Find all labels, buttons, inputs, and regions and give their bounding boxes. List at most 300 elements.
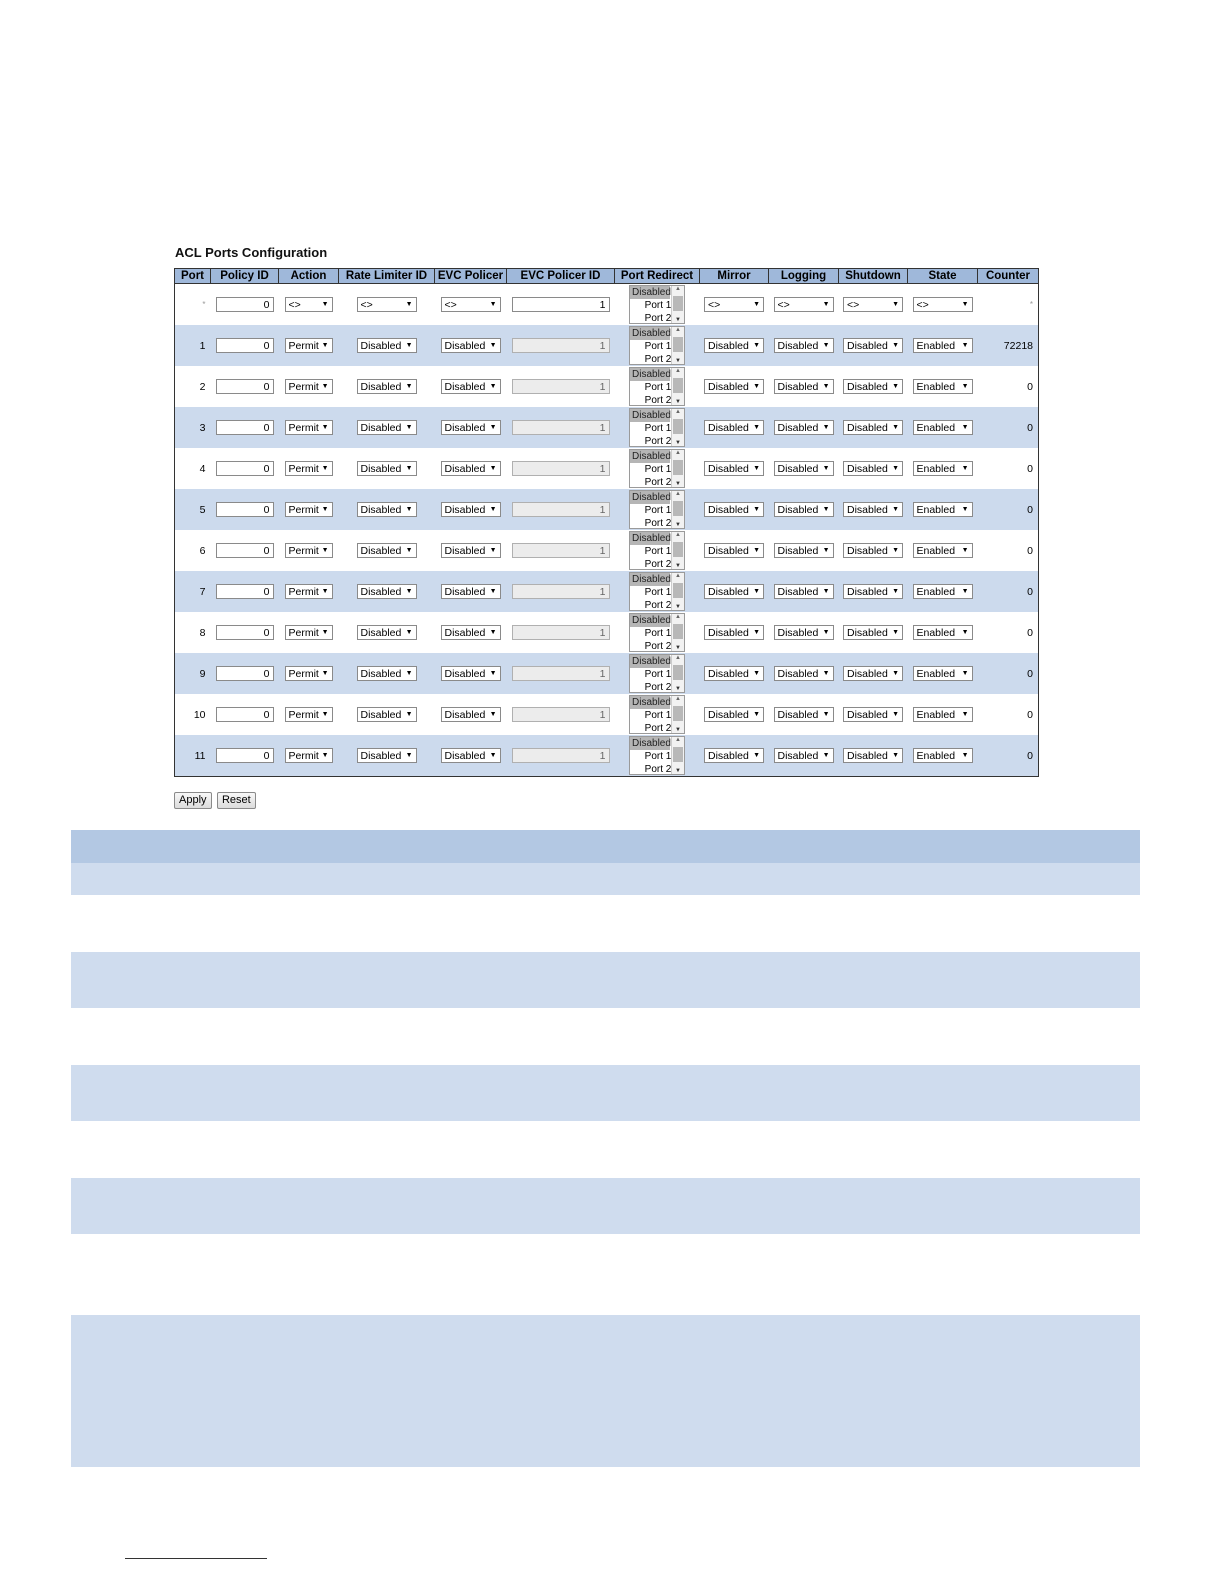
shutdown-select[interactable] xyxy=(843,461,903,476)
select-value: Disabled xyxy=(444,667,486,680)
select-value: Disabled xyxy=(708,503,749,516)
chevron-down-icon: ▼ xyxy=(961,711,969,718)
logging-select[interactable] xyxy=(774,297,834,312)
select-value: Enabled xyxy=(916,667,956,680)
chevron-down-icon: ▼ xyxy=(822,383,830,390)
counter-value: 0 xyxy=(1027,585,1033,598)
scrollbar[interactable] xyxy=(671,409,684,446)
evc-policer-select[interactable] xyxy=(441,707,501,722)
select-value: Disabled xyxy=(708,667,749,680)
scrollbar[interactable] xyxy=(671,491,684,528)
listbox-option[interactable]: Port 2 xyxy=(644,313,672,324)
scroll-thumb[interactable] xyxy=(673,501,683,516)
description-band xyxy=(71,1178,1140,1234)
listbox-option[interactable]: Disabled xyxy=(632,574,671,585)
listbox-option[interactable]: Port 1 xyxy=(644,710,672,721)
logging-select[interactable] xyxy=(774,461,834,476)
port-redirect-listbox[interactable] xyxy=(629,490,685,529)
listbox-option[interactable]: Port 1 xyxy=(644,669,672,680)
action-select[interactable] xyxy=(285,625,333,640)
evc-policer-select[interactable] xyxy=(441,461,501,476)
state-select[interactable] xyxy=(913,461,973,476)
chevron-down-icon: ▼ xyxy=(822,301,830,308)
rate-limiter-select[interactable] xyxy=(357,584,417,599)
logging-select[interactable] xyxy=(774,379,834,394)
port-redirect-listbox[interactable] xyxy=(629,326,685,365)
listbox-option[interactable]: Port 1 xyxy=(644,464,672,475)
listbox-option[interactable]: Port 2 xyxy=(644,354,672,365)
listbox-option[interactable]: Port 2 xyxy=(644,559,672,570)
chevron-down-icon: ▼ xyxy=(405,547,413,554)
mirror-select[interactable] xyxy=(704,379,764,394)
scroll-thumb[interactable] xyxy=(673,296,683,311)
mirror-select[interactable] xyxy=(704,584,764,599)
port-redirect-listbox[interactable] xyxy=(629,408,685,447)
select-value: Disabled xyxy=(444,462,486,475)
listbox-option[interactable]: Disabled xyxy=(632,492,671,503)
rate-limiter-select[interactable] xyxy=(357,420,417,435)
chevron-down-icon: ▼ xyxy=(822,547,830,554)
select-value: Permit xyxy=(288,667,319,680)
select-value: Disabled xyxy=(708,544,749,557)
policy-id-input[interactable]: 0 xyxy=(216,707,274,722)
chevron-down-icon: ▼ xyxy=(753,588,760,595)
chevron-down-icon: ▼ xyxy=(961,301,969,308)
listbox-option[interactable]: Port 1 xyxy=(644,382,672,393)
shutdown-select[interactable] xyxy=(843,584,903,599)
chevron-down-icon: ▼ xyxy=(892,342,899,349)
scroll-up-icon[interactable]: ▲ xyxy=(675,737,681,743)
scroll-up-icon[interactable]: ▲ xyxy=(675,368,681,374)
rate-limiter-select[interactable] xyxy=(357,543,417,558)
policy-id-input[interactable]: 0 xyxy=(216,297,274,312)
shutdown-select[interactable] xyxy=(843,666,903,681)
chevron-down-icon: ▼ xyxy=(753,383,760,390)
rate-limiter-select[interactable] xyxy=(357,707,417,722)
state-select[interactable] xyxy=(913,420,973,435)
state-select[interactable] xyxy=(913,338,973,353)
evc-policer-id-input: 1 xyxy=(512,420,610,435)
select-value: Disabled xyxy=(777,380,819,393)
counter-value: * xyxy=(1029,300,1033,309)
scroll-down-icon[interactable]: ▼ xyxy=(675,358,681,364)
scroll-down-icon[interactable]: ▼ xyxy=(675,768,681,774)
state-select[interactable] xyxy=(913,379,973,394)
evc-policer-select[interactable] xyxy=(441,379,501,394)
port-redirect-listbox[interactable] xyxy=(629,572,685,611)
scrollbar[interactable] xyxy=(671,327,684,364)
evc-policer-id-input[interactable]: 1 xyxy=(512,297,610,312)
policy-id-input[interactable]: 0 xyxy=(216,543,274,558)
scroll-down-icon[interactable]: ▼ xyxy=(675,563,681,569)
counter-value: 0 xyxy=(1027,749,1033,762)
select-value: Disabled xyxy=(360,544,402,557)
policy-id-input[interactable]: 0 xyxy=(216,461,274,476)
action-select[interactable] xyxy=(285,543,333,558)
scroll-thumb[interactable] xyxy=(673,706,683,721)
scroll-down-icon[interactable]: ▼ xyxy=(675,317,681,323)
evc-policer-id-input: 1 xyxy=(512,338,610,353)
state-select[interactable] xyxy=(913,625,973,640)
scrollbar[interactable] xyxy=(671,368,684,405)
rate-limiter-select[interactable] xyxy=(357,297,417,312)
evc-policer-id-input: 1 xyxy=(512,707,610,722)
scroll-thumb[interactable] xyxy=(673,583,683,598)
listbox-option[interactable]: Port 1 xyxy=(644,505,672,516)
wildcard-row xyxy=(175,284,1039,326)
mirror-select[interactable] xyxy=(704,297,764,312)
port-redirect-listbox[interactable] xyxy=(629,449,685,488)
logging-select[interactable] xyxy=(774,625,834,640)
chevron-down-icon: ▼ xyxy=(405,383,413,390)
select-value: Permit xyxy=(288,380,319,393)
select-value: Disabled xyxy=(708,749,749,762)
listbox-option[interactable]: Disabled xyxy=(632,328,671,339)
rate-limiter-select[interactable] xyxy=(357,379,417,394)
shutdown-select[interactable] xyxy=(843,748,903,763)
shutdown-select[interactable] xyxy=(843,707,903,722)
policy-id-input[interactable]: 0 xyxy=(216,748,274,763)
table-row xyxy=(175,325,1039,366)
shutdown-select[interactable] xyxy=(843,297,903,312)
scrollbar[interactable] xyxy=(671,614,684,651)
chevron-down-icon: ▼ xyxy=(822,629,830,636)
shutdown-select[interactable] xyxy=(843,420,903,435)
listbox-option[interactable]: Disabled xyxy=(632,533,671,544)
action-select[interactable] xyxy=(285,502,333,517)
scrollbar[interactable] xyxy=(671,450,684,487)
listbox-option[interactable]: Port 2 xyxy=(644,395,672,406)
port-number: 10 xyxy=(193,708,206,721)
action-select[interactable] xyxy=(285,666,333,681)
logging-select[interactable] xyxy=(774,338,834,353)
select-value: Disabled xyxy=(360,626,402,639)
scroll-thumb[interactable] xyxy=(673,665,683,680)
counter-value: 72218 xyxy=(1003,339,1033,352)
action-select[interactable] xyxy=(285,584,333,599)
evc-policer-id-input: 1 xyxy=(512,543,610,558)
policy-id-input[interactable]: 0 xyxy=(216,338,274,353)
listbox-option[interactable]: Port 2 xyxy=(644,518,672,529)
listbox-option[interactable]: Port 2 xyxy=(644,682,672,693)
shutdown-select[interactable] xyxy=(843,338,903,353)
listbox-option[interactable]: Port 1 xyxy=(644,546,672,557)
scrollbar[interactable] xyxy=(671,696,684,733)
select-value: Disabled xyxy=(708,380,749,393)
table-header-row xyxy=(175,269,1039,284)
port-redirect-listbox[interactable] xyxy=(629,736,685,775)
scroll-up-icon[interactable]: ▲ xyxy=(675,327,681,333)
chevron-down-icon: ▼ xyxy=(892,424,899,431)
port-number: 4 xyxy=(199,462,206,475)
select-value: Disabled xyxy=(360,503,402,516)
scrollbar[interactable] xyxy=(671,655,684,692)
state-select[interactable] xyxy=(913,707,973,722)
listbox-option[interactable]: Port 1 xyxy=(644,300,672,311)
port-number: 3 xyxy=(199,421,206,434)
port-redirect-listbox[interactable] xyxy=(629,613,685,652)
select-value: Permit xyxy=(288,503,319,516)
column-header: Policy ID xyxy=(211,269,279,284)
listbox-option[interactable]: Port 2 xyxy=(644,764,672,775)
evc-policer-id-input: 1 xyxy=(512,748,610,763)
chevron-down-icon: ▼ xyxy=(961,424,969,431)
table-row xyxy=(175,735,1039,777)
evc-policer-id-input: 1 xyxy=(512,502,610,517)
chevron-down-icon: ▼ xyxy=(321,588,329,595)
chevron-down-icon: ▼ xyxy=(405,670,413,677)
action-select[interactable] xyxy=(285,297,333,312)
listbox-option[interactable]: Disabled xyxy=(632,656,671,667)
table-row xyxy=(175,366,1039,407)
select-value: Disabled xyxy=(444,421,486,434)
port-number: 8 xyxy=(199,626,206,639)
scroll-up-icon[interactable]: ▲ xyxy=(675,450,681,456)
state-select[interactable] xyxy=(913,543,973,558)
shutdown-select[interactable] xyxy=(843,543,903,558)
scroll-up-icon[interactable]: ▲ xyxy=(675,409,681,415)
chevron-down-icon: ▼ xyxy=(822,465,830,472)
scroll-thumb[interactable] xyxy=(673,747,683,762)
select-value: Permit xyxy=(288,749,319,762)
scroll-up-icon[interactable]: ▲ xyxy=(675,614,681,620)
chevron-down-icon: ▼ xyxy=(753,506,760,513)
select-value: Disabled xyxy=(777,667,819,680)
port-redirect-listbox[interactable] xyxy=(629,531,685,570)
reset-button[interactable]: Reset xyxy=(217,792,256,809)
chevron-down-icon: ▼ xyxy=(405,342,413,349)
action-select[interactable] xyxy=(285,707,333,722)
evc-policer-id-input: 1 xyxy=(512,461,610,476)
evc-policer-select[interactable] xyxy=(441,338,501,353)
evc-policer-select[interactable] xyxy=(441,625,501,640)
rate-limiter-select[interactable] xyxy=(357,338,417,353)
column-header: Counter xyxy=(978,269,1039,284)
scroll-down-icon[interactable]: ▼ xyxy=(675,727,681,733)
chevron-down-icon: ▼ xyxy=(822,424,830,431)
shutdown-select[interactable] xyxy=(843,502,903,517)
scroll-up-icon[interactable]: ▲ xyxy=(675,573,681,579)
chevron-down-icon: ▼ xyxy=(405,506,413,513)
select-value: Disabled xyxy=(444,626,486,639)
chevron-down-icon: ▼ xyxy=(405,301,413,308)
state-select[interactable] xyxy=(913,584,973,599)
table-row xyxy=(175,407,1039,448)
evc-policer-select[interactable] xyxy=(441,297,501,312)
column-header: Rate Limiter ID xyxy=(339,269,435,284)
column-header: EVC Policer xyxy=(435,269,507,284)
listbox-option[interactable]: Port 2 xyxy=(644,723,672,734)
evc-policer-select[interactable] xyxy=(441,543,501,558)
scroll-up-icon[interactable]: ▲ xyxy=(675,532,681,538)
scrollbar[interactable] xyxy=(671,286,684,323)
state-select[interactable] xyxy=(913,502,973,517)
action-select[interactable] xyxy=(285,379,333,394)
state-select[interactable] xyxy=(913,748,973,763)
evc-policer-select[interactable] xyxy=(441,420,501,435)
port-redirect-listbox[interactable] xyxy=(629,285,685,324)
evc-policer-select[interactable] xyxy=(441,748,501,763)
chevron-down-icon: ▼ xyxy=(321,506,329,513)
table-row xyxy=(175,489,1039,530)
policy-id-input[interactable]: 0 xyxy=(216,666,274,681)
mirror-select[interactable] xyxy=(704,666,764,681)
logging-select[interactable] xyxy=(774,748,834,763)
mirror-select[interactable] xyxy=(704,543,764,558)
select-value: Disabled xyxy=(444,380,486,393)
listbox-option[interactable]: Port 2 xyxy=(644,600,672,611)
evc-policer-select[interactable] xyxy=(441,584,501,599)
table-row xyxy=(175,448,1039,489)
chevron-down-icon: ▼ xyxy=(321,301,329,308)
rate-limiter-select[interactable] xyxy=(357,666,417,681)
logging-select[interactable] xyxy=(774,666,834,681)
scroll-thumb[interactable] xyxy=(673,337,683,352)
shutdown-select[interactable] xyxy=(843,625,903,640)
chevron-down-icon: ▼ xyxy=(892,711,899,718)
select-value: Disabled xyxy=(847,503,888,516)
mirror-select[interactable] xyxy=(704,502,764,517)
select-value: Disabled xyxy=(847,462,888,475)
rate-limiter-select[interactable] xyxy=(357,625,417,640)
scroll-down-icon[interactable]: ▼ xyxy=(675,645,681,651)
description-band xyxy=(71,1008,1140,1065)
listbox-option[interactable]: Port 1 xyxy=(644,587,672,598)
select-value: Enabled xyxy=(916,626,956,639)
listbox-option[interactable]: Disabled xyxy=(632,738,671,749)
scroll-down-icon[interactable]: ▼ xyxy=(675,604,681,610)
logging-select[interactable] xyxy=(774,543,834,558)
table-row xyxy=(175,612,1039,653)
description-band xyxy=(71,1065,1140,1121)
description-band xyxy=(71,952,1140,1008)
action-select[interactable] xyxy=(285,420,333,435)
listbox-option[interactable]: Port 1 xyxy=(644,751,672,762)
select-value: Disabled xyxy=(708,585,749,598)
logging-select[interactable] xyxy=(774,420,834,435)
mirror-select[interactable] xyxy=(704,748,764,763)
description-band xyxy=(71,1234,1140,1315)
listbox-option[interactable]: Disabled xyxy=(632,615,671,626)
action-select[interactable] xyxy=(285,461,333,476)
mirror-select[interactable] xyxy=(704,338,764,353)
scroll-down-icon[interactable]: ▼ xyxy=(675,399,681,405)
chevron-down-icon: ▼ xyxy=(892,547,899,554)
rate-limiter-select[interactable] xyxy=(357,461,417,476)
counter-value: 0 xyxy=(1027,421,1033,434)
rate-limiter-select[interactable] xyxy=(357,748,417,763)
port-redirect-listbox[interactable] xyxy=(629,654,685,693)
action-select[interactable] xyxy=(285,748,333,763)
scroll-down-icon[interactable]: ▼ xyxy=(675,522,681,528)
page-title: ACL Ports Configuration xyxy=(175,245,328,260)
port-redirect-listbox[interactable] xyxy=(629,695,685,734)
select-value: Disabled xyxy=(444,585,486,598)
select-value: Disabled xyxy=(847,708,888,721)
scroll-up-icon[interactable]: ▲ xyxy=(675,491,681,497)
mirror-select[interactable] xyxy=(704,461,764,476)
select-value: Disabled xyxy=(777,749,819,762)
apply-button[interactable]: Apply xyxy=(174,792,212,809)
table-row xyxy=(175,653,1039,694)
action-select[interactable] xyxy=(285,338,333,353)
scroll-up-icon[interactable]: ▲ xyxy=(675,286,681,292)
evc-policer-select[interactable] xyxy=(441,502,501,517)
listbox-option[interactable]: Disabled xyxy=(632,451,671,462)
scroll-thumb[interactable] xyxy=(673,624,683,639)
select-value: Disabled xyxy=(777,708,819,721)
listbox-option[interactable]: Port 1 xyxy=(644,423,672,434)
listbox-option[interactable]: Disabled xyxy=(632,369,671,380)
mirror-select[interactable] xyxy=(704,625,764,640)
state-select[interactable] xyxy=(913,297,973,312)
scroll-up-icon[interactable]: ▲ xyxy=(675,655,681,661)
chevron-down-icon: ▼ xyxy=(753,301,760,308)
chevron-down-icon: ▼ xyxy=(961,588,969,595)
scroll-down-icon[interactable]: ▼ xyxy=(675,440,681,446)
scroll-down-icon[interactable]: ▼ xyxy=(675,686,681,692)
scrollbar[interactable] xyxy=(671,573,684,610)
rate-limiter-select[interactable] xyxy=(357,502,417,517)
scrollbar[interactable] xyxy=(671,737,684,774)
port-number: 11 xyxy=(194,749,206,762)
listbox-option[interactable]: Port 1 xyxy=(644,628,672,639)
listbox-option[interactable]: Port 2 xyxy=(644,477,672,488)
listbox-option[interactable]: Port 1 xyxy=(644,341,672,352)
policy-id-input[interactable]: 0 xyxy=(216,625,274,640)
select-value: Disabled xyxy=(847,749,888,762)
logging-select[interactable] xyxy=(774,707,834,722)
scroll-thumb[interactable] xyxy=(673,542,683,557)
scroll-thumb[interactable] xyxy=(673,419,683,434)
logging-select[interactable] xyxy=(774,584,834,599)
port-redirect-listbox[interactable] xyxy=(629,367,685,406)
listbox-option[interactable]: Port 2 xyxy=(644,641,672,652)
listbox-option[interactable]: Port 2 xyxy=(644,436,672,447)
chevron-down-icon: ▼ xyxy=(822,342,830,349)
chevron-down-icon: ▼ xyxy=(321,424,329,431)
scroll-thumb[interactable] xyxy=(673,460,683,475)
policy-id-input[interactable]: 0 xyxy=(216,420,274,435)
listbox-option[interactable]: Disabled xyxy=(632,410,671,421)
mirror-select[interactable] xyxy=(704,420,764,435)
policy-id-input[interactable]: 0 xyxy=(216,379,274,394)
listbox-option[interactable]: Disabled xyxy=(632,697,671,708)
policy-id-input[interactable]: 0 xyxy=(216,502,274,517)
logging-select[interactable] xyxy=(774,502,834,517)
evc-policer-id-input: 1 xyxy=(512,666,610,681)
chevron-down-icon: ▼ xyxy=(489,670,497,677)
select-value: Enabled xyxy=(916,749,956,762)
chevron-down-icon: ▼ xyxy=(321,752,329,759)
listbox-option[interactable]: Disabled xyxy=(632,287,671,298)
policy-id-input[interactable]: 0 xyxy=(216,584,274,599)
chevron-down-icon: ▼ xyxy=(489,465,497,472)
scroll-thumb[interactable] xyxy=(673,378,683,393)
scroll-up-icon[interactable]: ▲ xyxy=(675,696,681,702)
chevron-down-icon: ▼ xyxy=(489,588,497,595)
shutdown-select[interactable] xyxy=(843,379,903,394)
select-value: Disabled xyxy=(360,421,402,434)
select-value: Disabled xyxy=(847,421,888,434)
mirror-select[interactable] xyxy=(704,707,764,722)
evc-policer-select[interactable] xyxy=(441,666,501,681)
scroll-down-icon[interactable]: ▼ xyxy=(675,481,681,487)
state-select[interactable] xyxy=(913,666,973,681)
select-value: Disabled xyxy=(777,626,819,639)
select-value: Disabled xyxy=(847,339,888,352)
scrollbar[interactable] xyxy=(671,532,684,569)
